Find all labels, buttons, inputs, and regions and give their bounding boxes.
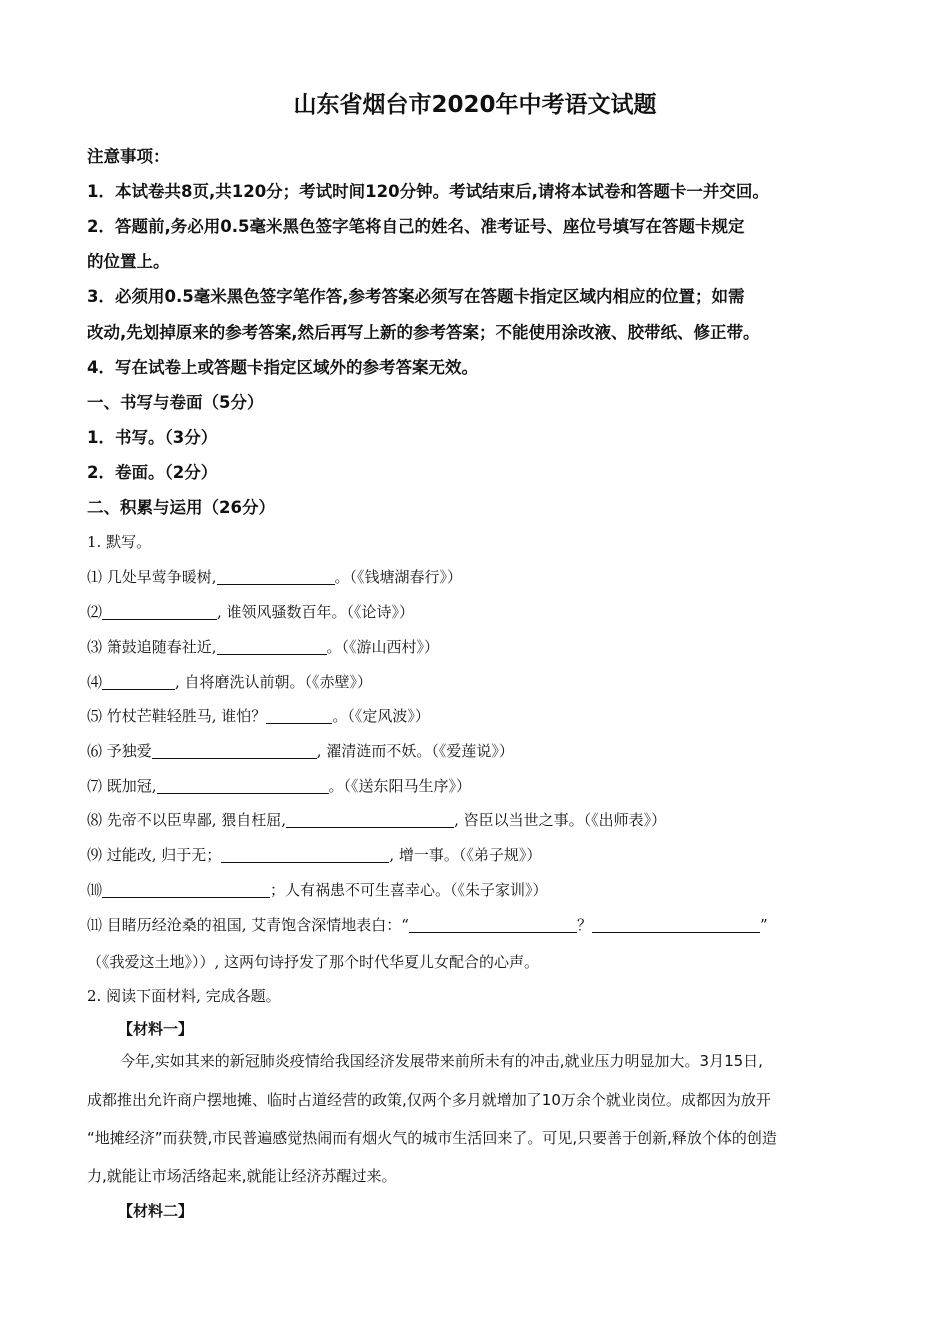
recite-text: , 谁领风骚数百年。（《论诗》） <box>217 603 415 621</box>
recite-item-11-cont: （《我爱这土地》））, 这两句诗抒发了那个时代华夏儿女配合的心声。 <box>87 953 540 971</box>
answer-blank[interactable] <box>102 673 175 690</box>
notice-item: 1．本试卷共8页,共120分；考试时间120分钟。考试结束后,请将本试卷和答题卡一并交回。 <box>87 182 769 201</box>
answer-blank[interactable] <box>221 846 389 863</box>
recite-text: ？ <box>576 916 592 934</box>
recite-item-8 <box>87 809 666 831</box>
page-title: 山东省烟台市2020年中考语文试题 <box>293 92 657 118</box>
material-label: 【材料二】 <box>118 1202 194 1220</box>
question-1: 1. 默写。 <box>87 533 152 551</box>
recite-text: , 自将磨洗认前朝。（《赤壁》） <box>175 673 373 691</box>
answer-blank[interactable] <box>152 742 317 759</box>
section-item: 1．书写。（3分） <box>87 428 218 447</box>
recite-text: ⑾ 目睹历经沧桑的祖国, 艾青饱含深情地表白：“ <box>87 916 409 934</box>
recite-text: ⑷ <box>87 673 103 691</box>
recite-text: ⑶ 箫鼓追随春社近, <box>87 638 217 656</box>
recite-text: ⑸ 竹杖芒鞋轻胜马, 谁怕？ <box>87 707 267 725</box>
notice-item: 4．写在试卷上或答题卡指定区域外的参考答案无效。 <box>87 358 478 377</box>
recite-item-5 <box>87 705 430 727</box>
recite-text: 。（《钱塘湖春行》） <box>334 568 463 586</box>
recite-text: ⑴ 几处早莺争暖树, <box>87 568 217 586</box>
recite-text: ⑹ 予独爱 <box>87 742 152 760</box>
recite-text: 。（《游山西村》） <box>326 638 440 656</box>
recite-text: ⑼ 过能改, 归于无； <box>87 846 222 864</box>
recite-item-10 <box>87 879 548 901</box>
answer-blank[interactable] <box>157 777 329 794</box>
material-line: “地摊经济”而获赞,市民普遍感觉热闹而有烟火气的城市生活回来了。可见,只要善于创新,释放个体的创造 <box>87 1129 777 1147</box>
material-label: 【材料一】 <box>118 1020 194 1038</box>
answer-blank[interactable] <box>592 916 760 933</box>
recite-text: ” <box>760 916 768 934</box>
recite-text: ⑽ <box>87 881 103 899</box>
recite-item-9 <box>87 844 541 866</box>
notice-heading: 注意事项： <box>87 147 170 166</box>
recite-item-2 <box>87 601 414 623</box>
recite-text: 。（《定风波》） <box>332 707 430 725</box>
recite-text: ⑵ <box>87 603 103 621</box>
answer-blank[interactable] <box>217 638 327 655</box>
answer-blank[interactable] <box>102 881 270 898</box>
question-2: 2. 阅读下面材料, 完成各题。 <box>87 987 281 1005</box>
recite-text: , 濯清涟而不妖。（《爱莲说》） <box>316 742 514 760</box>
recite-text: , 增一事。（《弟子规》） <box>389 846 542 864</box>
answer-blank[interactable] <box>217 568 335 585</box>
recite-text: ；人有祸患不可生喜幸心。（《朱子家训》） <box>270 881 548 899</box>
notice-item: 改动,先划掉原来的参考答案,然后再写上新的参考答案；不能使用涂改液、胶带纸、修正带。 <box>87 323 760 342</box>
notice-item: 2．答题前,务必用0.5毫米黑色签字笔将自己的姓名、准考证号、座位号填写在答题卡规定 <box>87 217 745 236</box>
notice-item: 3．必须用0.5毫米黑色签字笔作答,参考答案必须写在答题卡指定区域内相应的位置；如需 <box>87 287 745 306</box>
recite-item-1 <box>87 566 462 588</box>
recite-item-3 <box>87 636 439 658</box>
recite-text: 。（《送东阳马生序》） <box>328 777 472 795</box>
section-heading: 二、积累与运用（26分） <box>87 498 275 517</box>
answer-blank[interactable] <box>409 916 577 933</box>
recite-text: ⑻ 先帝不以臣卑鄙, 猥自枉屈, <box>87 811 287 829</box>
material-line: 力,就能让市场活络起来,就能让经济苏醒过来。 <box>87 1167 397 1185</box>
section-item: 2．卷面。（2分） <box>87 463 218 482</box>
material-line: 成都推出允许商户摆地摊、临时占道经营的政策,仅两个多月就增加了10万余个就业岗位。成都因为放开 <box>87 1091 771 1109</box>
answer-blank[interactable] <box>266 707 332 724</box>
recite-item-7 <box>87 775 471 797</box>
answer-blank[interactable] <box>286 811 454 828</box>
recite-text: ⑺ 既加冠, <box>87 777 157 795</box>
recite-item-4 <box>87 671 372 693</box>
recite-item-11 <box>87 914 768 936</box>
section-heading: 一、书写与卷面（5分） <box>87 393 264 412</box>
answer-blank[interactable] <box>102 603 217 620</box>
material-line: 今年,实如其来的新冠肺炎疫情给我国经济发展带来前所未有的冲击,就业压力明显加大。3月15日, <box>120 1052 763 1070</box>
recite-item-6 <box>87 740 514 762</box>
notice-item: 的位置上。 <box>87 252 170 271</box>
recite-text: , 咨臣以当世之事。（《出师表》） <box>454 811 667 829</box>
